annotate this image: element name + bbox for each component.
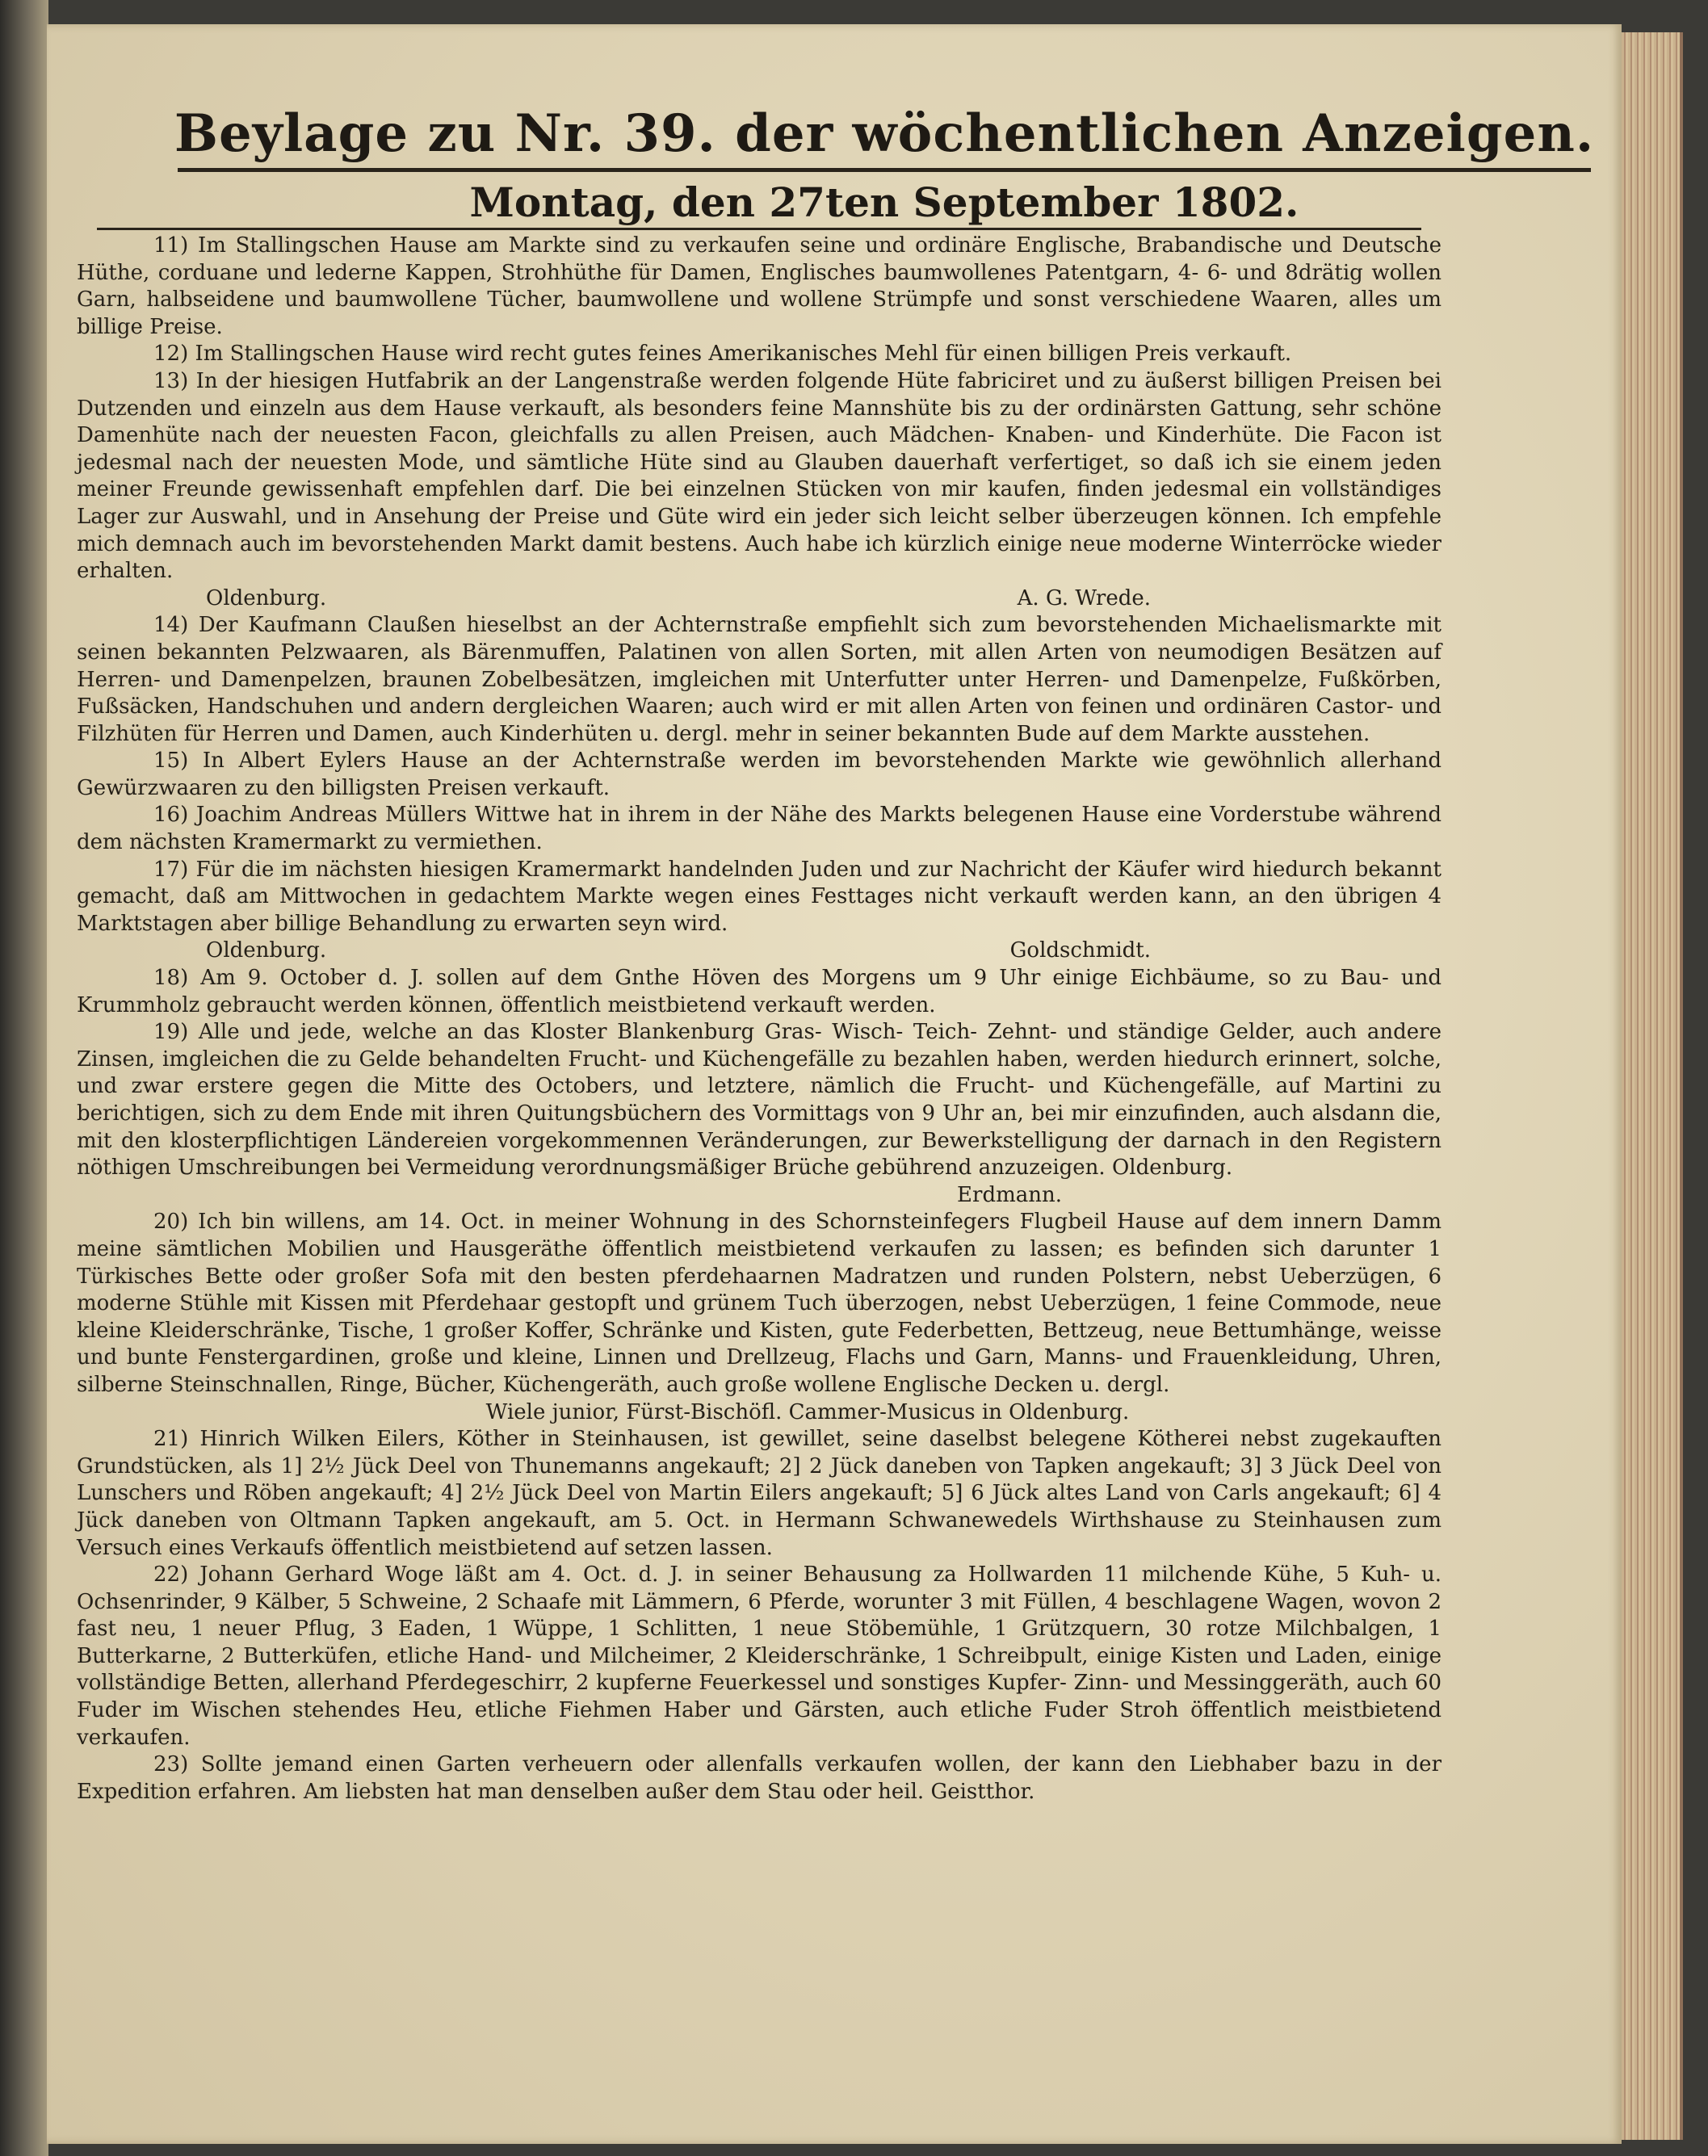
notice-13: 13) In der hiesigen Hutfabrik an der Langenstraße werden folgende Hüte fabriciret und zu äußerst billigen Preisen bei Dutzenden und einzeln aus dem Hause verkauft, als besonders feine Mannshüte bis zu der ordinärsten Gattung, sehr schöne Damenhüte nach der neuesten Facon, gleichfalls zu allen Preisen, auch Mädchen- Knaben- und Kinderhüte. Die Facon ist jedesmal nach der neuesten Mode, und sämtliche Hüte sind au Glauben dauerhaft verfertiget, so daß ich sie einem jeden meiner Freunde gewissenhaft empfehlen darf. Die bei einzelnen Stücken von mir kaufen, finden jedesmal ein vollständiges Lager zur Auswahl, und in Ansehung der Preise und Güte wird ein jeder sich leicht selber überzeugen können. Ich empfehle mich demnach auch im bevorstehenden Markt damit bestens. Auch habe ich kürzlich einige neue moderne Winterröcke wieder erhalten. xyxy=(77,368,1442,584)
notice-17: 17) Für die im nächsten hiesigen Kramermarkt handelnden Juden und zur Nachricht der Käufer wird hiedurch bekannt gemacht, daß am Mittwochen in gedachtem Markte wegen eines Festtages nicht verkauft werden kann, an den übrigen 4 Marktstagen aber billige Behandlung zu erwarten seyn wird. xyxy=(77,857,1442,936)
notice-22: 22) Johann Gerhard Woge läßt am 4. Oct. d. J. in seiner Behausung za Hollwarden 11 milchende Kühe, 5 Kuh- u. Ochsenrinder, 9 Kälber, 5 Schweine, 2 Schaafe mit Lämmern, 6 Pferde, worunter 3 mit Füllen, 4 beschlagene Wagen, wovon 2 fast neu, 1 neuer Pflug, 3 Eaden, 1 Wüppe, 1 Schlitten, 1 neue Stöbemühle, 1 Grützquern, 30 rotze Milchbalgen, 1 Butterkarne, 2 Butterküfen, etliche Hand- und Milcheimer, 2 Kleiderschränke, 1 Schreibpult, einige Kisten und Laden, einige vollständige Betten, allerhand Pferdegeschirr, 2 kupferne Feuerkessel und sonstiges Kupfer- Zinn- und Messinggeräth, auch 60 Fuder im Wischen stehendes Heu, etliche Fiehmen Haber und Gärsten, auch etliche Fuder Stroh öffentlich meistbietend verkaufen. xyxy=(77,1562,1442,1750)
title-underline xyxy=(178,168,1591,172)
notice-20-signature: Wiele junior, Fürst-Bischöfl. Cammer-Musicus in Oldenburg. xyxy=(485,1399,1130,1424)
notice-23: 23) Sollte jemand einen Garten verheuern oder allenfalls verkaufen wollen, der kann den Liebhaber bazu in der Expedition erfahren. Am liebsten hat man denselben außer dem Stau oder heil. Geistthor. xyxy=(77,1752,1442,1804)
notice-19: 19) Alle und jede, welche an das Kloster Blankenburg Gras- Wisch- Teich- Zehnt- und ständige Gelder, auch andere Zinsen, imgleichen die zu Gelde behandelten Frucht- und Küchengefälle zu bezahlen haben, werden hiedurch erinnert, solche, und zwar erstere gegen die Mitte des Octobers, und letztere, nämlich die Frucht- und Küchengefälle, auf Martini zu berichtigen, sich zu dem Ende mit ihren Quitungsbüchern des Vormittags von 9 Uhr an, bei mir einzufinden, auch alsdann die, mit den klosterpflichtigen Ländereien vorgekommennen Veränderungen, zur Bewerkstelligung der darnach in den Registern nöthigen Umschreibungen bei Vermeidung verordnungsmäßiger Brüche gebührend anzuzeigen. Oldenburg. xyxy=(77,1020,1442,1181)
notice-13-place: Oldenburg. xyxy=(206,585,327,610)
notice-17-place: Oldenburg. xyxy=(206,938,327,963)
notice-13-signature-line xyxy=(77,585,1442,613)
masthead xyxy=(145,105,1623,227)
notice-13-signature: A. G. Wrede. xyxy=(1017,585,1151,610)
page-edges xyxy=(1615,32,1683,2140)
notice-19-signature: Erdmann. xyxy=(957,1182,1062,1207)
notices-body xyxy=(77,233,1442,1806)
header-rule xyxy=(97,228,1421,230)
notice-17-signature-line xyxy=(77,937,1442,965)
notice-11: 11) Im Stallingschen Hause am Markte sind zu verkaufen seine und ordinäre Englische, Brabandische und Deutsche Hüthe, corduane und lederne Kappen, Strohhüthe für Damen, Englisches baumwollenes Patentgarn, 4- 6- und 8drätig wollen Garn, halbseidene und baumwollene Tücher, baumwollene und wollene Strümpfe und sonst verschiedene Waaren, alles um billige Preise. xyxy=(77,233,1442,339)
issue-date: Montag, den 27ten September 1802. xyxy=(469,178,1299,226)
notice-12: 12) Im Stallingschen Hause wird recht gutes feines Amerikanisches Mehl für einen billigen Preis verkauft. xyxy=(153,342,1292,367)
book-spine-shadow xyxy=(0,0,48,2156)
page-title: Beylage zu Nr. 39. der wöchentlichen Anzeigen. xyxy=(174,103,1595,164)
notice-17-signature: Goldschmidt. xyxy=(1009,938,1151,963)
notice-15: 15) In Albert Eylers Hause an der Achternstraße werden im bevorstehenden Markte wie gewöhnlich allerhand Gewürzwaaren zu den billigsten Preisen verkauft. xyxy=(77,749,1442,800)
notice-21: 21) Hinrich Wilken Eilers, Köther in Steinhausen, ist gewillet, seine daselbst belegene Kötherei nebst zugekauften Grundstücken, als 1] 2½ Jück Deel von Thunemanns angekauft; 2] 2 Jück daneben von Tapken angekauft; 3] 3 Jück Deel von Lunschers und Röben angekauft; 4] 2½ Jück Deel von Martin Eilers angekauft; 5] 6 Jück altes Land von Carls angekauft; 6] 4 Jück daneben von Oltmann Tapken angekauft, am 5. Oct. in Hermann Schwanewedels Wirthshause zu Steinhausen zum Versuch eines Verkaufs öffentlich meistbietend auf setzen lassen. xyxy=(77,1427,1442,1560)
notice-20: 20) Ich bin willens, am 14. Oct. in meiner Wohnung in des Schornsteinfegers Flugbeil Hause auf dem innern Damm meine sämtlichen Mobilien und Hausgeräthe öffentlich meistbietend verkaufen zu lassen; es befinden sich darunter 1 Türkisches Bette oder großer Sofa mit den besten pferdehaarnen Madratzen und runden Polstern, nebst Ueberzügen, 6 moderne Stühle mit Kissen mit Pferdehaar gestopft und grünem Tuch überzogen, nebst Ueberzügen, 1 feine Commode, neue kleine Kleiderschränke, Tische, 1 großer Koffer, Schränke und Kisten, gute Federbetten, Bettzeug, neue Bettumhänge, weisse und bunte Fenstergardinen, große und kleine, Linnen und Drellzeug, Flachs und Garn, Manns- und Frauenkleidung, Uhren, silberne Steinschnallen, Ringe, Bücher, Küchengeräth, auch große wollene Englische Decken u. dergl. xyxy=(77,1210,1442,1397)
notice-14: 14) Der Kaufmann Claußen hieselbst an der Achternstraße empfiehlt sich zum bevorstehenden Michaelismarkte mit seinen bekannten Pelzwaaren, als Bärenmuffen, Palatinen von allen Sorten, mit allen Arten von neumodigen Besätzen auf Herren- und Damenpelzen, braunen Zobelbesätzen, imgleichen mit Unterfutter unter Herren- und Damenpelze, Fußkörben, Fußsäcken, Handschuhen und andern dergleichen Waaren; auch wird er mit allen Arten von feinen und ordinären Castor- und Filzhüten für Herren und Damen, auch Kinderhüten u. dergl. mehr in seiner bekannten Bude auf dem Markte ausstehen. xyxy=(77,613,1442,746)
notice-18: 18) Am 9. October d. J. sollen auf dem Gnthe Höven des Morgens um 9 Uhr einige Eichbäume, so zu Bau- und Krummholz gebraucht werden können, öffentlich meistbietend verkauft werden. xyxy=(77,966,1442,1017)
notice-16: 16) Joachim Andreas Müllers Wittwe hat in ihrem in der Nähe des Markts belegenen Hause eine Vorderstube während dem nächsten Kramermarkt zu vermiethen. xyxy=(77,803,1442,855)
